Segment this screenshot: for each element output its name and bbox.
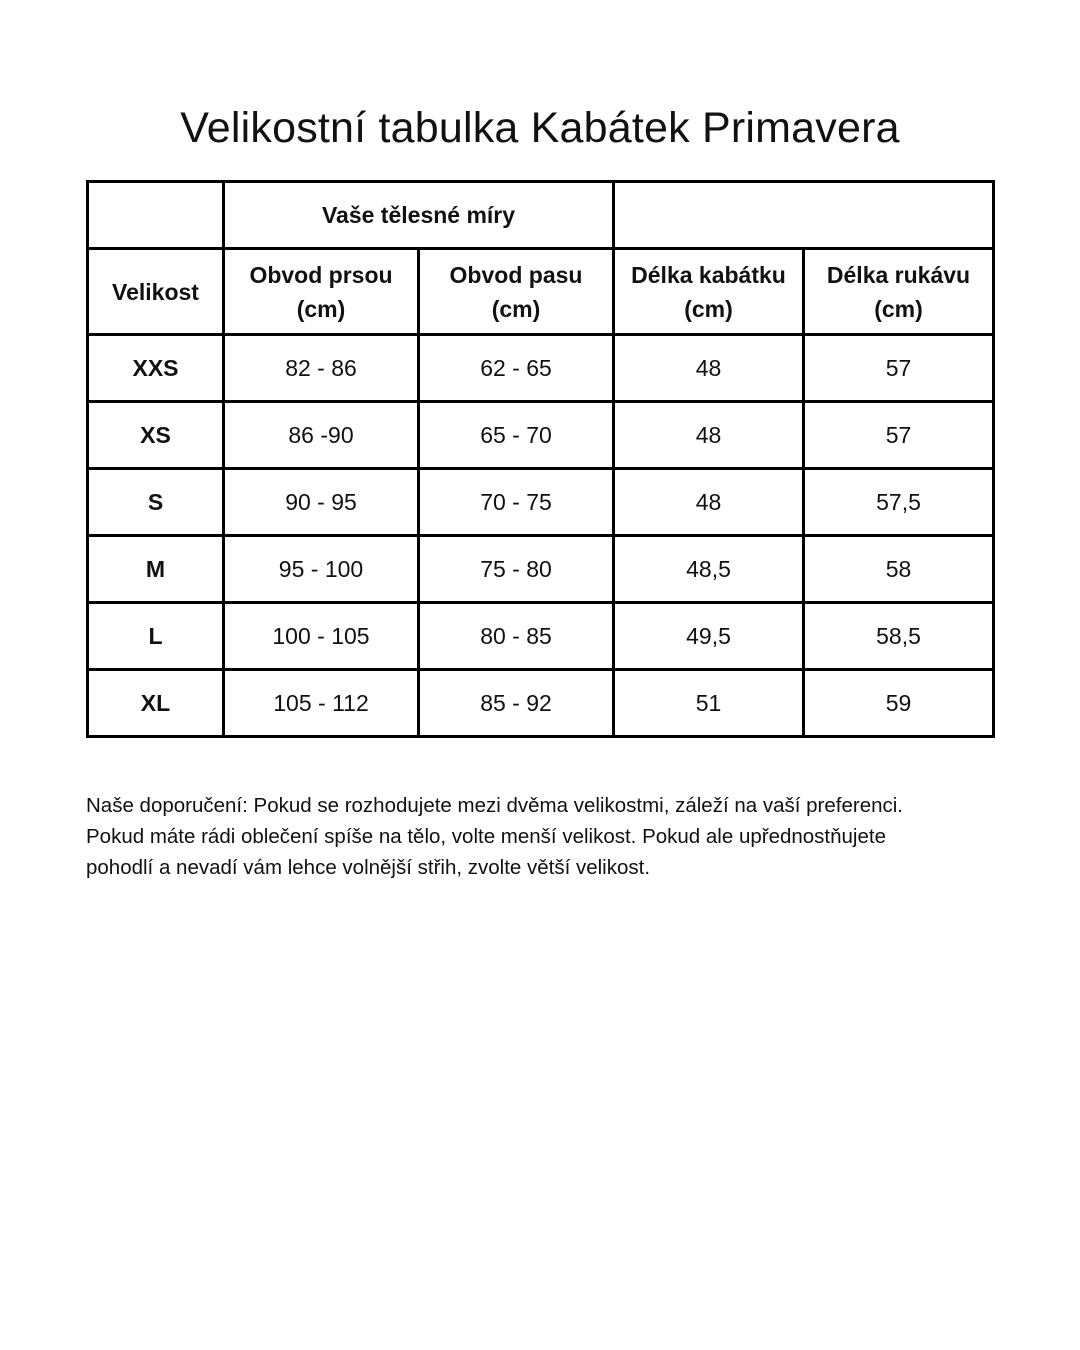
column-header-waist [419, 249, 614, 335]
note-line: Pokud máte rádi oblečení spíše na tělo, volte menší velikost. Pokud ale upřednostňujete [86, 825, 886, 848]
chest-cell: 82 - 86 [224, 335, 419, 402]
column-header-unit: (cm) [874, 295, 923, 322]
table-row [88, 670, 994, 737]
sleeve-length-cell: 57 [804, 402, 994, 469]
column-header-unit: (cm) [684, 295, 733, 322]
waist-cell: 70 - 75 [419, 469, 614, 536]
coat-length-cell: 48 [614, 402, 804, 469]
chest-cell: 86 -90 [224, 402, 419, 469]
waist-cell: 65 - 70 [419, 402, 614, 469]
group-header-empty-left [88, 182, 224, 249]
recommendation-note [86, 790, 996, 883]
table-row [88, 536, 994, 603]
sleeve-length-cell: 59 [804, 670, 994, 737]
sleeve-length-cell: 58 [804, 536, 994, 603]
size-table [86, 180, 995, 738]
size-cell: L [88, 603, 224, 670]
coat-length-cell: 48 [614, 469, 804, 536]
size-cell: XS [88, 402, 224, 469]
waist-cell: 62 - 65 [419, 335, 614, 402]
coat-length-cell: 48,5 [614, 536, 804, 603]
column-header-label: Velikost [112, 278, 199, 305]
column-header-row [88, 249, 994, 335]
table-row [88, 469, 994, 536]
waist-cell: 75 - 80 [419, 536, 614, 603]
column-header-chest [224, 249, 419, 335]
chest-cell: 90 - 95 [224, 469, 419, 536]
column-header-label: Obvod pasu [449, 261, 583, 288]
waist-cell: 85 - 92 [419, 670, 614, 737]
coat-length-cell: 51 [614, 670, 804, 737]
coat-length-cell: 48 [614, 335, 804, 402]
column-header-label: Délka rukávu [826, 261, 971, 288]
note-line: Naše doporučení: Pokud se rozhodujete mezi dvěma velikostmi, záleží na vaší preferenci. [86, 794, 903, 817]
column-header-label: Délka kabátku [631, 261, 786, 288]
sleeve-length-cell: 58,5 [804, 603, 994, 670]
size-cell: M [88, 536, 224, 603]
table-row [88, 335, 994, 402]
size-cell: S [88, 469, 224, 536]
waist-cell: 80 - 85 [419, 603, 614, 670]
note-line: pohodlí a nevadí vám lehce volnější střih, zvolte větší velikost. [86, 856, 651, 879]
sleeve-length-cell: 57,5 [804, 469, 994, 536]
chest-cell: 105 - 112 [224, 670, 419, 737]
table-row [88, 603, 994, 670]
size-cell: XXS [88, 335, 224, 402]
column-header-unit: (cm) [296, 295, 346, 322]
coat-length-cell: 49,5 [614, 603, 804, 670]
chest-cell: 100 - 105 [224, 603, 419, 670]
chest-cell: 95 - 100 [224, 536, 419, 603]
group-header-row [88, 182, 994, 249]
column-header-coat-length [614, 249, 804, 335]
sleeve-length-cell: 57 [804, 335, 994, 402]
size-cell: XL [88, 670, 224, 737]
column-header-size [88, 249, 224, 335]
group-header-body-measurements: Vaše tělesné míry [224, 182, 614, 249]
page-title: Velikostní tabulka Kabátek Primavera [180, 104, 900, 152]
column-header-label: Obvod prsou [249, 261, 393, 288]
column-header-sleeve-length [804, 249, 994, 335]
table-row [88, 402, 994, 469]
group-header-empty-right [614, 182, 994, 249]
column-header-unit: (cm) [491, 295, 541, 322]
